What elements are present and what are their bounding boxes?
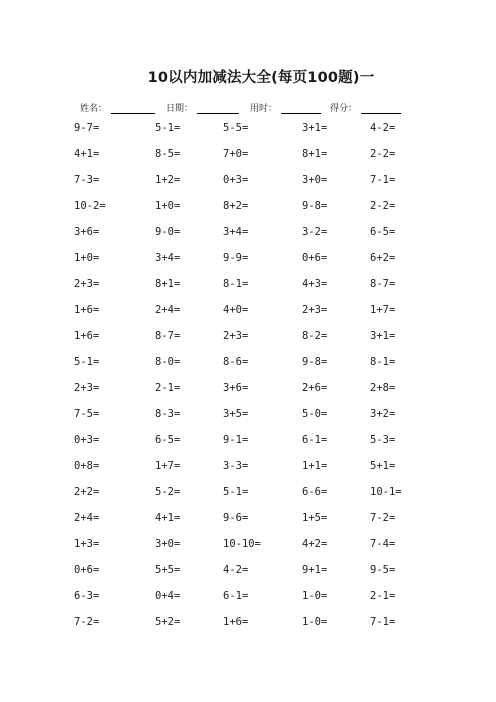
math-problem: 4+0= [223, 304, 249, 316]
math-problem: 8-5= [155, 148, 181, 160]
math-problem: 2+6= [302, 382, 328, 394]
problem-row [0, 252, 496, 278]
date-blank-line[interactable] [197, 102, 239, 114]
math-problem: 9-6= [223, 512, 249, 524]
math-problem: 9-0= [155, 226, 181, 238]
math-problem: 5-0= [302, 408, 328, 420]
math-problem: 7-5= [74, 408, 100, 420]
math-problem: 5-1= [223, 486, 249, 498]
problem-row [0, 278, 496, 304]
math-problem: 8+2= [223, 200, 249, 212]
math-problem: 3-2= [302, 226, 328, 238]
math-problem: 2+8= [370, 382, 396, 394]
math-problem: 6-1= [223, 590, 249, 602]
math-problem: 0+8= [74, 460, 100, 472]
math-problem: 5-3= [370, 434, 396, 446]
problem-row [0, 226, 496, 252]
math-problem: 8-0= [155, 356, 181, 368]
math-problem: 9-8= [302, 200, 328, 212]
math-problem: 10-1= [370, 486, 402, 498]
math-problem: 9-8= [302, 356, 328, 368]
math-problem: 8-3= [155, 408, 181, 420]
problem-row [0, 174, 496, 200]
name-label: 姓名： [80, 104, 108, 114]
math-problem: 4-2= [223, 564, 249, 576]
math-problem: 5+5= [155, 564, 181, 576]
math-problem: 1+3= [74, 538, 100, 550]
math-problem: 5+1= [370, 460, 396, 472]
math-problem: 7-4= [370, 538, 396, 550]
problem-row [0, 486, 496, 512]
math-problem: 6-6= [302, 486, 328, 498]
math-problem: 7-2= [370, 512, 396, 524]
score-label: 得分： [330, 104, 358, 114]
math-problem: 3+5= [223, 408, 249, 420]
date-label: 日期： [166, 104, 194, 114]
math-problem: 10-10= [223, 538, 261, 550]
math-problem: 5+2= [155, 616, 181, 628]
math-problem: 5-5= [223, 122, 249, 134]
math-problem: 5-2= [155, 486, 181, 498]
math-problem: 8-1= [370, 356, 396, 368]
math-problem: 7-1= [370, 174, 396, 186]
problem-row [0, 408, 496, 434]
math-problem: 1+6= [223, 616, 249, 628]
math-problem: 0+3= [223, 174, 249, 186]
score-blank-line[interactable] [361, 102, 401, 114]
problem-row [0, 330, 496, 356]
problem-row [0, 148, 496, 174]
math-problem: 3+0= [302, 174, 328, 186]
time-blank-line[interactable] [281, 102, 321, 114]
math-problem: 3+1= [302, 122, 328, 134]
math-problem: 3+4= [155, 252, 181, 264]
math-problem: 1+5= [302, 512, 328, 524]
math-problem: 8-7= [370, 278, 396, 290]
math-problem: 2-2= [370, 200, 396, 212]
math-problem: 2+2= [74, 486, 100, 498]
name-blank-line[interactable] [111, 102, 155, 114]
math-problem: 7-3= [74, 174, 100, 186]
math-problem: 3-3= [223, 460, 249, 472]
math-problem: 9-5= [370, 564, 396, 576]
math-problem: 2+3= [223, 330, 249, 342]
math-problem: 2+3= [74, 382, 100, 394]
math-problem: 7-2= [74, 616, 100, 628]
math-problem: 9-7= [74, 122, 100, 134]
math-problem: 2+4= [74, 512, 100, 524]
math-problem: 2-1= [155, 382, 181, 394]
name-field[interactable] [80, 101, 155, 114]
math-problem: 2-1= [370, 590, 396, 602]
problem-row [0, 616, 496, 642]
problem-row [0, 460, 496, 486]
problem-row [0, 434, 496, 460]
math-problem: 8+1= [302, 148, 328, 160]
problem-row [0, 512, 496, 538]
math-problem: 1+2= [155, 174, 181, 186]
math-problem: 7-1= [370, 616, 396, 628]
math-problem: 6-1= [302, 434, 328, 446]
math-problem: 6-5= [155, 434, 181, 446]
math-problem: 9-1= [223, 434, 249, 446]
worksheet-title: 10以内加减法大全(每页100题)一 [147, 70, 375, 86]
math-problem: 1-0= [302, 616, 328, 628]
time-label: 用时： [250, 104, 278, 114]
problem-row [0, 356, 496, 382]
math-problem: 6+2= [370, 252, 396, 264]
math-problem: 4+2= [302, 538, 328, 550]
math-problem: 1-0= [302, 590, 328, 602]
problem-row [0, 122, 496, 148]
problem-row [0, 200, 496, 226]
math-problem: 5-1= [155, 122, 181, 134]
math-problem: 1+0= [74, 252, 100, 264]
math-problem: 2-2= [370, 148, 396, 160]
score-field[interactable] [330, 101, 401, 114]
math-problem: 8-6= [223, 356, 249, 368]
math-problem: 3+6= [223, 382, 249, 394]
time-field[interactable] [250, 101, 321, 114]
math-problem: 2+4= [155, 304, 181, 316]
math-problem: 1+6= [74, 304, 100, 316]
math-problem: 4+1= [155, 512, 181, 524]
problem-grid [0, 122, 496, 642]
math-problem: 6-3= [74, 590, 100, 602]
problem-row [0, 590, 496, 616]
math-problem: 2+3= [302, 304, 328, 316]
math-problem: 0+6= [74, 564, 100, 576]
math-problem: 8-7= [155, 330, 181, 342]
problem-row [0, 382, 496, 408]
math-problem: 1+7= [155, 460, 181, 472]
math-problem: 4+3= [302, 278, 328, 290]
math-problem: 1+0= [155, 200, 181, 212]
math-problem: 3+6= [74, 226, 100, 238]
math-problem: 3+4= [223, 226, 249, 238]
date-field[interactable] [166, 101, 239, 114]
math-problem: 0+3= [74, 434, 100, 446]
math-problem: 10-2= [74, 200, 106, 212]
math-problem: 1+7= [370, 304, 396, 316]
math-problem: 6-5= [370, 226, 396, 238]
problem-row [0, 304, 496, 330]
problem-row [0, 538, 496, 564]
student-info-bar [0, 101, 496, 117]
math-problem: 2+3= [74, 278, 100, 290]
math-problem: 3+2= [370, 408, 396, 420]
math-problem: 4-2= [370, 122, 396, 134]
math-problem: 1+6= [74, 330, 100, 342]
math-problem: 1+1= [302, 460, 328, 472]
math-problem: 9+1= [302, 564, 328, 576]
math-problem: 3+1= [370, 330, 396, 342]
problem-row [0, 564, 496, 590]
math-problem: 9-9= [223, 252, 249, 264]
math-problem: 3+0= [155, 538, 181, 550]
math-problem: 8-2= [302, 330, 328, 342]
math-problem: 4+1= [74, 148, 100, 160]
math-problem: 0+6= [302, 252, 328, 264]
math-problem: 5-1= [74, 356, 100, 368]
math-problem: 8-1= [223, 278, 249, 290]
math-problem: 8+1= [155, 278, 181, 290]
math-problem: 7+0= [223, 148, 249, 160]
math-problem: 0+4= [155, 590, 181, 602]
